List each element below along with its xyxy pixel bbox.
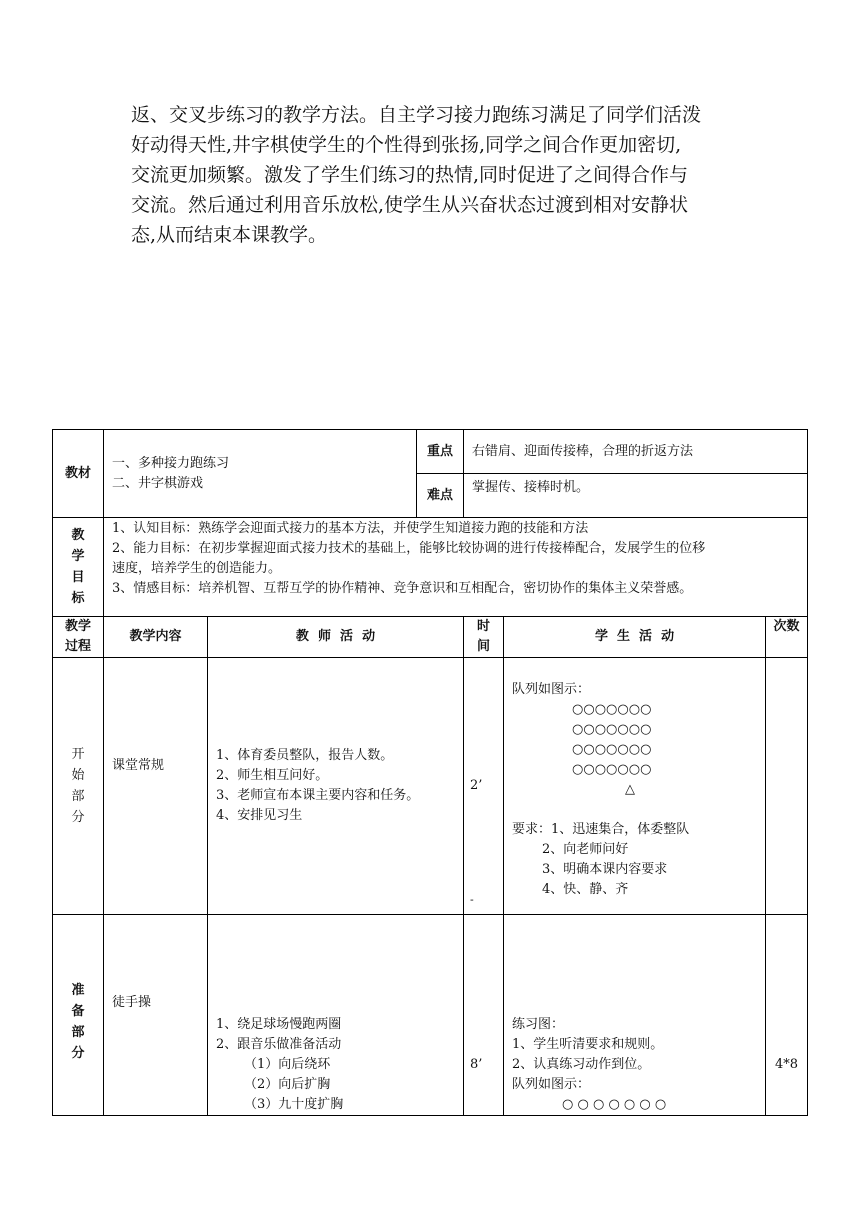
header-student-activity: 学 生 活 动 — [504, 617, 766, 658]
paragraph-line: 态,从而结束本课教学。 — [131, 224, 328, 246]
key-point-text: 右错肩、迎面传接棒，合理的折返方法 — [464, 430, 808, 474]
goals-label: 教 学 目 标 — [53, 518, 104, 617]
section-prepare-time: 8’ — [464, 915, 504, 1116]
header-content: 教学内容 — [104, 617, 208, 658]
intro-paragraph — [131, 100, 741, 250]
goal-line: 3、情感目标：培养机智、互帮互学的协作精神、竞争意识和互相配合，密切协作的集体主义荣誉感。 — [112, 581, 693, 596]
material-label: 教材 — [53, 430, 104, 518]
material-item: 二、井字棋游戏 — [112, 475, 204, 491]
header-time: 时 间 — [464, 617, 504, 658]
difficulty-text: 掌握传、接棒时机。 — [464, 474, 808, 518]
header-count: 次数 — [766, 617, 808, 658]
header-process: 教学 过程 — [53, 617, 104, 658]
material-item: 一、多种接力跑练习 — [112, 455, 230, 471]
paragraph-line: 好动得天性,井字棋使学生的个性得到张扬,同学之间合作更加密切, — [131, 134, 682, 156]
goal-line: 1、认知目标：熟练学会迎面式接力的基本方法，并使学生知道接力跑的技能和方法 — [112, 521, 589, 536]
section-start-teacher: 1、体育委员整队，报告人数。 2、师生相互问好。 3、老师宣布本课主要内容和任务。 4、安排见习生 — [208, 658, 464, 915]
material-content — [104, 430, 417, 518]
difficulty-label: 难点 — [417, 474, 464, 518]
goal-line: 2、能力目标：在初步掌握迎面式接力技术的基础上，能够比较协调的进行传接棒配合，发展学生的位移 — [112, 541, 706, 556]
paragraph-line: 返、交叉步练习的教学方法。自主学习接力跑练习满足了同学们活泼 — [131, 104, 702, 126]
section-start-content: 课堂常规 — [104, 658, 208, 915]
section-prepare-content: 徒手操 — [104, 915, 208, 1116]
paragraph-line: 交流更加频繁。激发了学生们练习的热情,同时促进了之间得合作与 — [131, 164, 689, 186]
paragraph-line: 交流。然后通过利用音乐放松,使学生从兴奋状态过渡到相对安静状 — [131, 194, 689, 216]
section-prepare-count: 4*8 — [766, 915, 808, 1116]
section-start-label: 开 始 部 分 — [53, 658, 104, 915]
section-start-time: 2’ - — [464, 658, 504, 915]
section-start-student: 队列如图示： ○○○○○○○ ○○○○○○○ ○○○○○○○ ○○○○○○○ △ 要求：1、迅速集合，体委整队 2、向老师问好 3、明确本课内容要求 4、快、静、齐 — [504, 658, 766, 915]
goals-content — [104, 518, 808, 617]
section-start-count — [766, 658, 808, 915]
section-prepare-label: 准 备 部 分 — [53, 915, 104, 1116]
teacher-position-icon: △ — [625, 782, 636, 797]
goal-line: 速度，培养学生的创造能力。 — [112, 561, 282, 576]
formation-row: ○ ○ ○ ○ ○ ○ ○ — [562, 1097, 667, 1112]
formation-diagram: ○○○○○○○ ○○○○○○○ ○○○○○○○ ○○○○○○○ △ — [512, 700, 765, 800]
section-prepare-student: 练习图： 1、学生听清要求和规则。 2、认真练习动作到位。 队列如图示： ○ ○ ○ ○ ○ ○ ○ — [504, 915, 766, 1116]
key-point-label: 重点 — [417, 430, 464, 474]
lesson-plan-table — [52, 429, 808, 1116]
header-teacher-activity: 教 师 活 动 — [208, 617, 464, 658]
section-prepare-teacher: 1、绕足球场慢跑两圈 2、跟音乐做准备活动 （1）向后绕环 （2）向后扩胸 （3）九十度扩胸 — [208, 915, 464, 1116]
